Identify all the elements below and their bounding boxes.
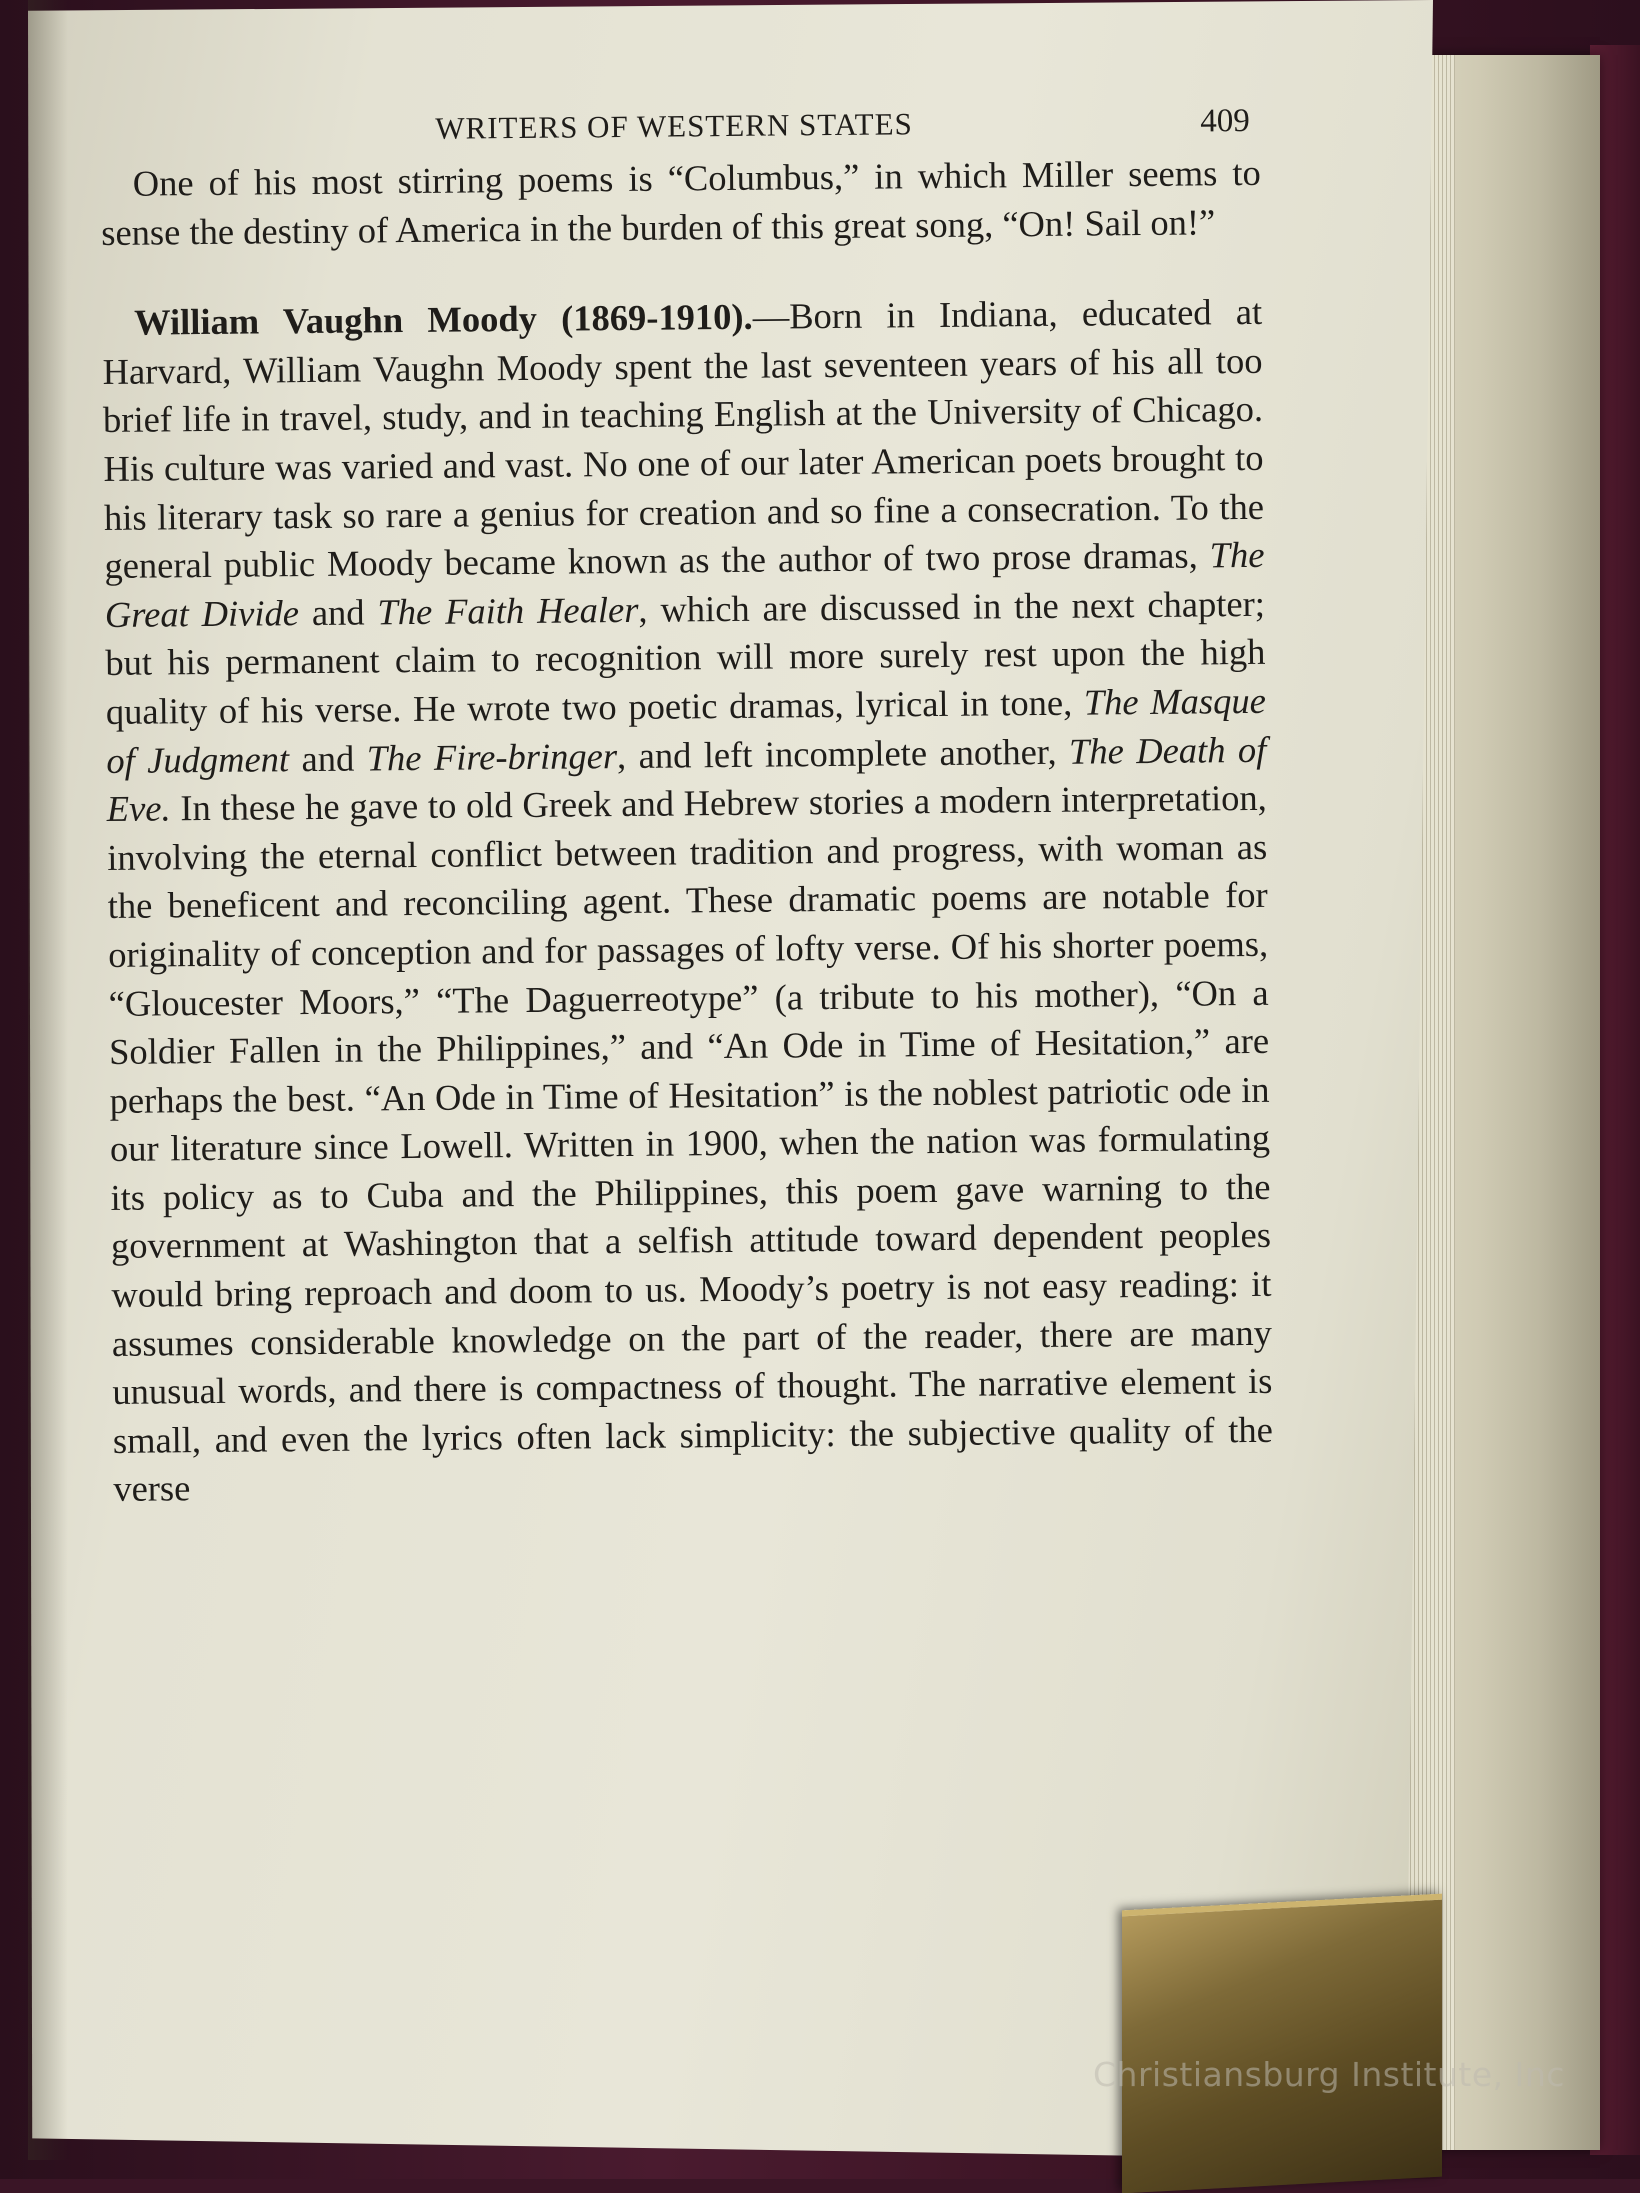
author-dates: (1869-1910). xyxy=(536,295,753,340)
text-segment: In these he gave to old Greek and Hebrew stories a modern interpretation, involving the eternal conflict between tradition and progress, with woman as the beneficent and reconciling agent. These dramatic poems are notable for originality of conception and for passages of lofty verse. Of his shorter poems, “Gloucester Moors,” “The Daguerreotype” (a tribute to his mother), “On a Soldier Fallen in the Philippines,” and “An Ode in Time of Hesitation,” are perhaps the best. “An Ode in Time of Hesitation” is the noblest patriotic ode in our literature since Lowell. Written in 1900, when the nation was formulating its policy as to Cuba and the Philippines, this poem gave warning to the government at Washington that a selfish attitude toward dependent peoples would bring reproach and doom to us. Moody’s poetry is not easy reading: it assumes considerable knowledge on the part of the reader, there are many unusual words, and there is compactness of thought. The narrative element is small, and even the lyrics often lack simplicity: the subjective quality of the verse xyxy=(107,776,1274,1510)
brass-page-clamp xyxy=(1122,1894,1442,2193)
work-title: The Masque of Judgment xyxy=(106,679,1267,781)
page-gutter-shadow xyxy=(28,0,68,2160)
work-title: The Faith Healer xyxy=(377,588,639,633)
page-header xyxy=(100,89,1261,160)
page-number: 409 xyxy=(1200,102,1250,140)
text-segment: —Born in Indiana, educated at Harvard, William Vaughn Moody spent the last seventeen years of his all too brief life in travel, study, and in teaching English at the University of Chicago. His culture was varied and vast. No one of our later American poets brought to his literary task so rare a genius for creation and so fine a consecration. To the general public Moody became known as the author of two prose dramas, xyxy=(102,291,1265,587)
paragraph-columbus: One of his most stirring poems is “Columbus,” in which Miller seems to sense the destiny of America in the burden of this great song, “On! Sail on!” xyxy=(101,151,1261,253)
work-title: The Death of Eve. xyxy=(106,728,1267,830)
running-head: WRITERS OF WESTERN STATES xyxy=(435,106,913,146)
paragraph-moody xyxy=(102,288,1274,1514)
work-title: The Fire-bringer xyxy=(366,734,618,779)
text-segment: and xyxy=(288,737,367,779)
work-title: The Great Divide xyxy=(104,534,1265,635)
watermark: Christiansburg Institute, Inc xyxy=(1093,2055,1565,2094)
text-segment: , which are discussed in the next chapter; but his permanent claim to recognition will more surely rest upon the high quality of his verse. He wrote two poetic dramas, lyrical in tone, xyxy=(105,582,1266,732)
page-text xyxy=(100,89,1274,1514)
text-segment: and xyxy=(298,591,378,633)
text-segment: , and left incomplete another, xyxy=(616,730,1070,776)
author-name: William Vaughn Moody xyxy=(133,298,538,343)
